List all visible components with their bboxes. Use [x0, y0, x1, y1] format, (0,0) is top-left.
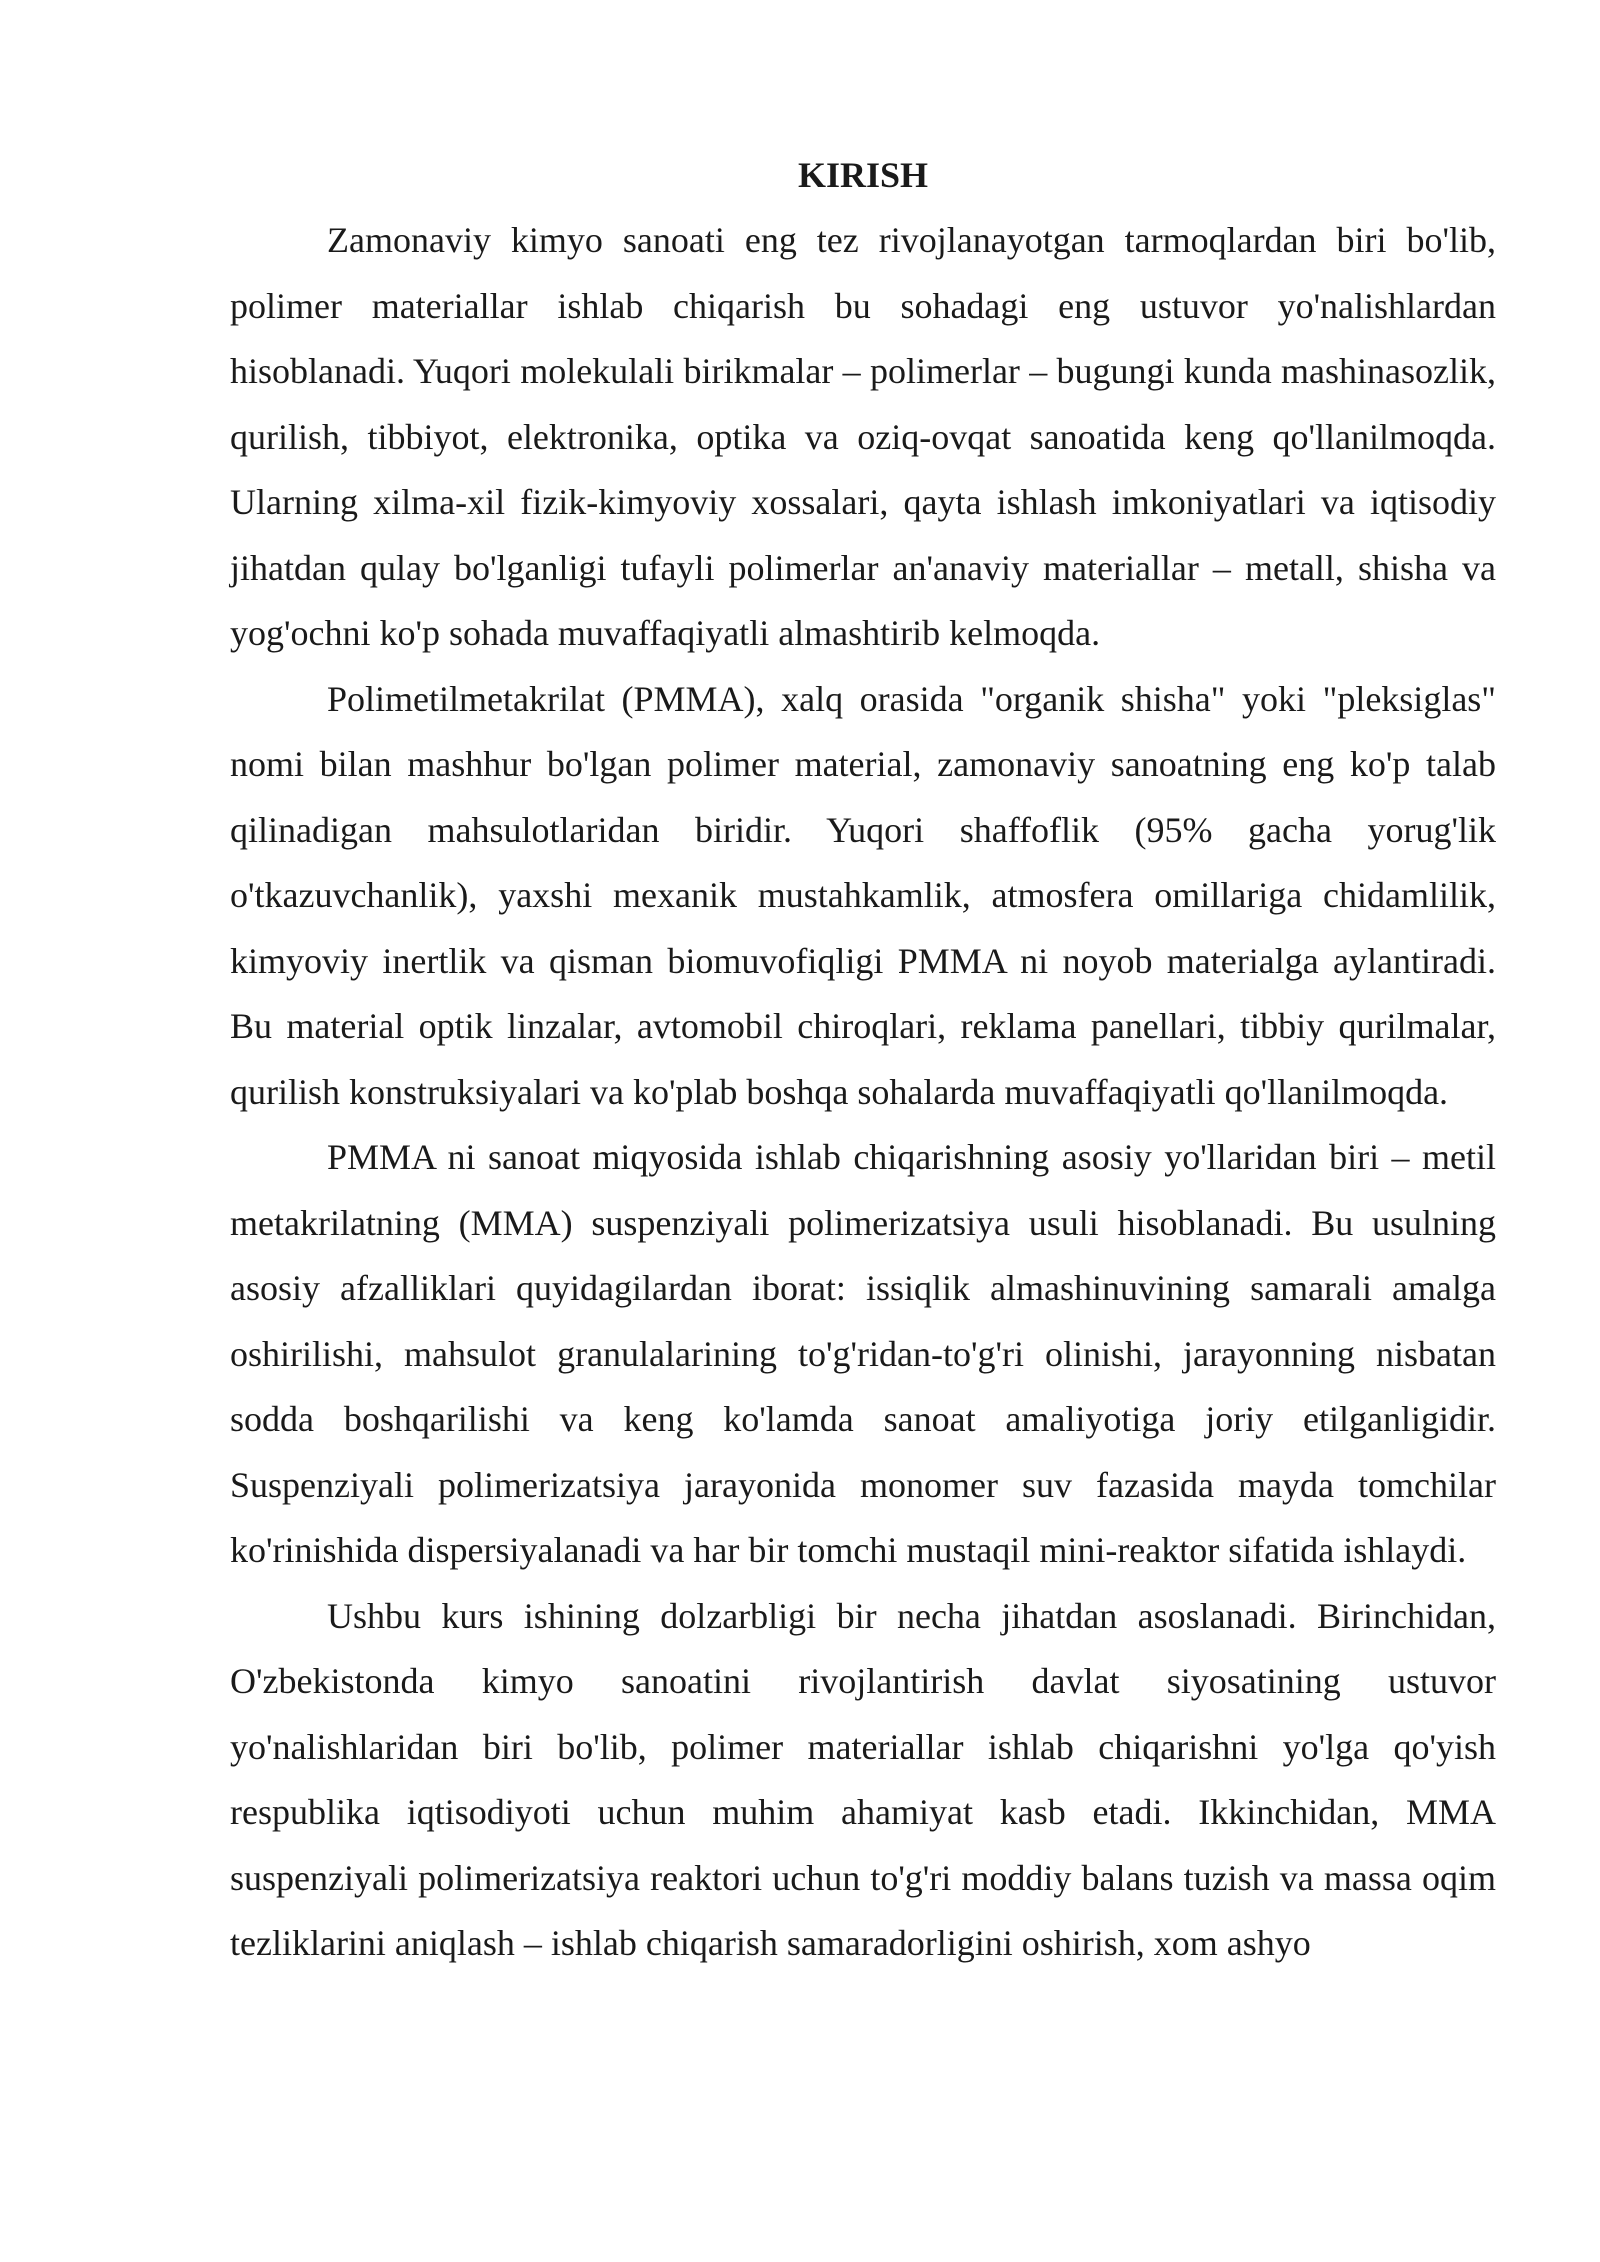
- document-page: [230, 150, 1496, 1977]
- paragraph-2: Polimetilmetakrilat (PMMA), xalq orasida "organik shisha" yoki "pleksiglas" nomi bilan mashhur bo'lgan polimer material, zamonaviy sanoatning eng ko'p talab qilinadigan mahsulotlaridan biridir. Yuqori shaffoflik (95% gacha yorug'lik o'tkazuvchanlik), yaxshi mexanik mustahkamlik, atmosfera omillariga chidamlilik, kimyoviy inertlik va qisman biomuvofiqligi PMMA ni noyob materialga aylantiradi. Bu material optik linzalar, avtomobil chiroqlari, reklama panellari, tibbiy qurilmalar, qurilish konstruksiyalari va ko'plab boshqa sohalarda muvaffaqiyatli qo'llanilmoqda.: [230, 678, 1496, 1112]
- paragraph-3: PMMA ni sanoat miqyosida ishlab chiqarishning asosiy yo'llaridan biri – metil metakrilatning (MMA) suspenziyali polimerizatsiya usuli hisoblanadi. Bu usulning asosiy afzalliklari quyidagilardan iborat: issiqlik almashinuvining samarali amalga oshirilishi, mahsulot granulalarining to'g'ridan-to'g'ri olinishi, jarayonning nisbatan sodda boshqarilishi va keng ko'lamda sanoat amaliyotiga joriy etilganligidir. Suspenziyali polimerizatsiya jarayonida monomer suv fazasida mayda tomchilar ko'rinishida dispersiyalanadi va har bir tomchi mustaqil mini-reaktor sifatida ishlaydi.: [230, 1137, 1496, 1570]
- paragraph-1: Zamonaviy kimyo sanoati eng tez rivojlanayotgan tarmoqlardan biri bo'lib, polimer materiallar ishlab chiqarish bu sohadagi eng ustuvor yo'nalishlardan hisoblanadi. Yuqori molekulali birikmalar – polimerlar – bugungi kunda mashinasozlik, qurilish, tibbiyot, elektronika, optika va oziq-ovqat sanoatida keng qo'llanilmoqda. Ularning xilma-xil fizik-kimyoviy xossalari, qayta ishlash imkoniyatlari va iqtisodiy jihatdan qulay bo'lganligi tufayli polimerlar an'anaviy materiallar – metall, shisha va yog'ochni ko'p sohada muvaffaqiyatli almashtirib kelmoqda.: [230, 220, 1496, 653]
- paragraph-4: Ushbu kurs ishining dolzarbligi bir necha jihatdan asoslanadi. Birinchidan, O'zbekistonda kimyo sanoatini rivojlantirish davlat siyosatining ustuvor yo'nalishlaridan biri bo'lib, polimer materiallar ishlab chiqarishni yo'lga qo'yish respublika iqtisodiyoti uchun muhim ahamiyat kasb etadi. Ikkinchidan, MMA suspenziyali polimerizatsiya reaktori uchun to'g'ri moddiy balans tuzish va massa oqim tezliklarini aniqlash – ishlab chiqarish samaradorligini oshirish, xom ashyo: [230, 1595, 1496, 1963]
- section-title: KIRISH: [797, 155, 929, 195]
